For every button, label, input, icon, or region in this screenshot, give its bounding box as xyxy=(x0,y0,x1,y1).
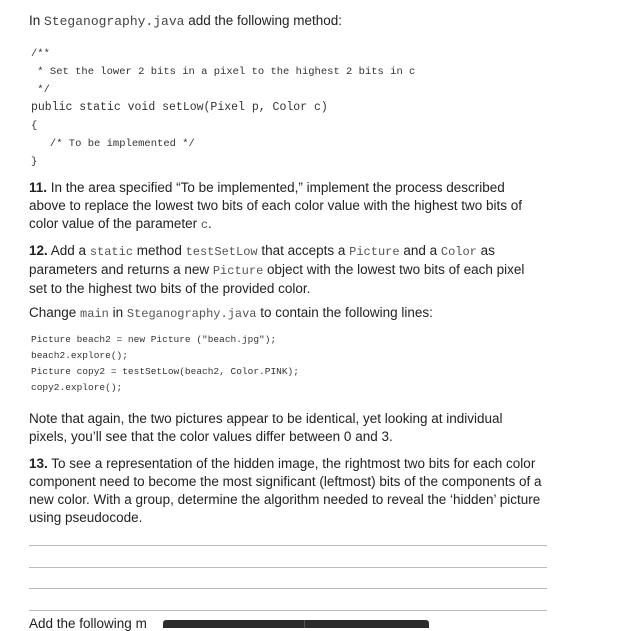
step-text: method xyxy=(133,243,186,258)
step-13-paragraph xyxy=(29,455,544,527)
code-line: * Set the lower 2 bits in a pixel to the highest 2 bits in c xyxy=(31,66,416,78)
inline-code: testSetLow xyxy=(185,245,258,259)
step-11-paragraph xyxy=(29,179,539,234)
inline-code: static xyxy=(89,245,134,259)
change-main-paragraph xyxy=(29,304,569,323)
step-text: To see a representation of the hidden image, the rightmost two bits for each color component need to become the most significant (leftmost) bits of the components of a new color. With a group, determine the algorithm needed to reveal the ‘hidden’ picture using pseudocode. xyxy=(29,456,542,525)
intro-file-name: Steganography.java xyxy=(44,14,185,29)
answer-line xyxy=(29,567,547,568)
intro-suffix: add the following method: xyxy=(184,13,343,28)
answer-line xyxy=(29,545,547,546)
step-text: and a xyxy=(399,243,441,258)
toolbar-divider xyxy=(304,620,305,628)
step-text: that accepts a xyxy=(257,243,350,258)
inline-code: Steganography.java xyxy=(126,307,257,321)
code-line: */ xyxy=(31,84,50,96)
step-text: as parameters and returns a new xyxy=(29,243,495,277)
step-text-end: . xyxy=(208,216,212,231)
change-text: to contain the following lines: xyxy=(256,305,433,320)
note-paragraph: Note that again, the two pictures appear to be identical, yet looking at individual pixels, you’ll see that the color values differ between 0 and 3. xyxy=(29,411,503,444)
inline-code: Color xyxy=(440,245,477,259)
setlow-code-block xyxy=(31,45,415,171)
inline-code: c xyxy=(200,218,209,232)
step-text: Add a xyxy=(47,243,90,258)
step-text: In the area specified “To be implemented,” implement the process described above to replace the lowest two bits of each color value with the highest two bits of color value of the parameter xyxy=(29,180,523,231)
code-line: } xyxy=(31,156,38,168)
inline-code: main xyxy=(80,307,109,321)
answer-line xyxy=(29,610,547,611)
change-text: Change xyxy=(29,305,81,320)
floating-toolbar[interactable] xyxy=(163,620,429,628)
code-line: Picture copy2 = testSetLow(beach2, Color.PINK); xyxy=(31,366,299,377)
code-line: /** xyxy=(31,48,50,60)
step-text: object with the lowest two bits of each pixel set to the highest two bits of the provided color. xyxy=(29,262,525,296)
bottom-cut-text: Add the following m xyxy=(29,616,147,631)
code-line: /* To be implemented */ xyxy=(31,138,195,150)
step-12-paragraph xyxy=(29,242,544,298)
intro-prefix: In xyxy=(29,13,45,28)
code-line: copy2.explore(); xyxy=(31,382,123,393)
step-number: 13. xyxy=(29,456,48,471)
step-number: 12. xyxy=(29,243,48,258)
change-text: in xyxy=(108,305,127,320)
code-line: beach2.explore(); xyxy=(31,350,128,361)
code-line: public static void setLow(Pixel p, Color c) xyxy=(31,101,328,114)
answer-line xyxy=(29,588,547,589)
inline-code: Picture xyxy=(349,245,400,259)
step-number: 11. xyxy=(29,180,48,195)
main-code-block xyxy=(31,332,299,396)
intro-paragraph xyxy=(29,12,569,31)
code-line: { xyxy=(31,120,38,132)
code-line: Picture beach2 = new Picture ("beach.jpg"); xyxy=(31,334,277,345)
inline-code: Picture xyxy=(212,264,264,278)
